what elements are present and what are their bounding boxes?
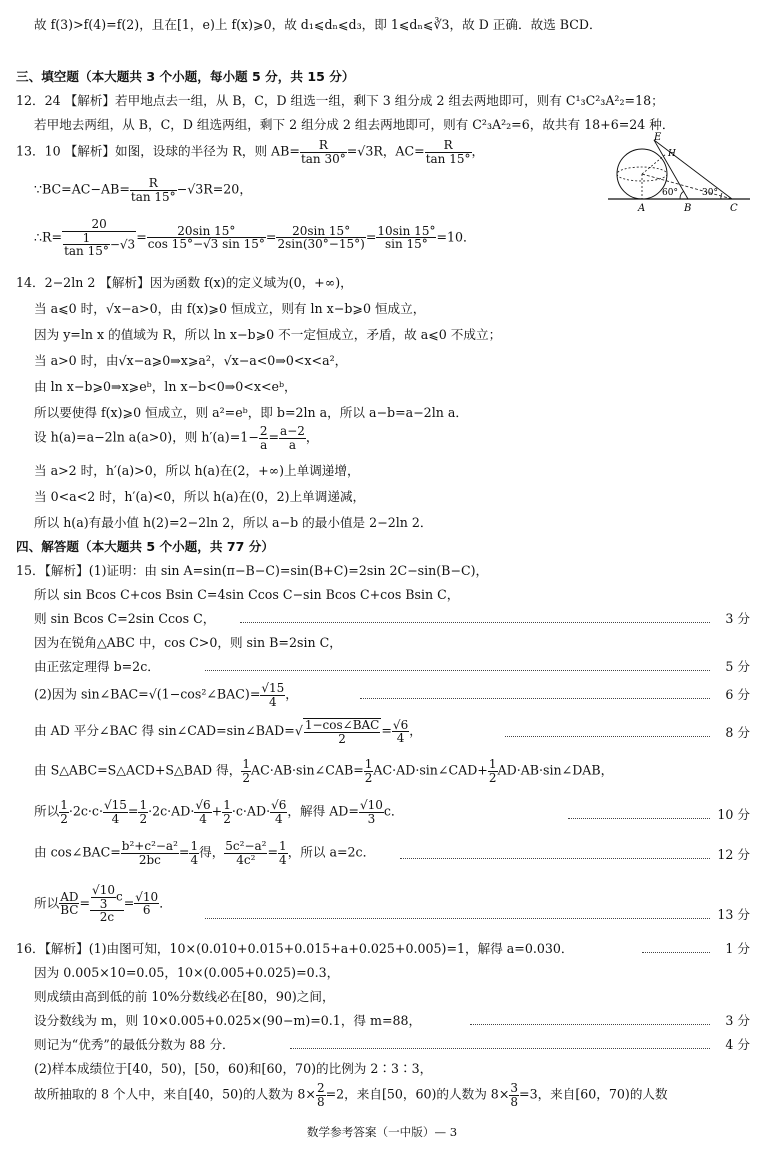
q12-line-1: 12．24 【解析】若甲地点去一组，从 B，C，D 组选一组，剩下 3 组分成 2 组去两地即可，则有 C¹₃C²₃A²₂=18；: [16, 93, 664, 108]
leader-dots: [568, 818, 710, 819]
q16-line-4: 设分数线为 m，则 10×0.005+0.025×(90−m)=0.1，得 m=88，: [34, 1013, 422, 1028]
q14-line-7: 设 h(a)=a−2ln a(a>0)，则 h′(a)=1− $\frac{2}{a}$ = $\frac{a-2}{a}$ ，: [34, 424, 319, 452]
q14-line-10: 所以 h(a)有最小值 h(2)=2−2ln 2，所以 a−b 的最小值是 2−2ln 2．: [34, 515, 433, 530]
q15-line-4: 因为在锐角△ABC 中，cos C>0，则 sin B=2sin C，: [34, 635, 342, 650]
q15-line-3: 则 sin Bcos C=2sin Ccos C，: [34, 611, 216, 626]
fig-label-A: A: [638, 203, 646, 214]
fraction-R-over-tan15: $\frac{R}{\tan 15^\circ}$: [425, 138, 471, 166]
score-8: 8 分: [725, 725, 750, 740]
fig-angle-60: 60°: [662, 188, 678, 198]
q14-line-9: 当 0<a<2 时，h′(a)<0，所以 h(a)在(0，2)上单调递减，: [34, 489, 366, 504]
fraction-20sin15-over-2sin: $\frac{20\sin 15^\circ}{2\sin(30^\circ-15^\circ)}$: [277, 223, 365, 252]
q14-line-1: 14．2−2ln 2 【解析】因为函数 f(x)的定义域为(0，+∞)，: [16, 275, 353, 290]
q14-line-5: 由 ln x−b⩾0⇒x⩾eᵇ，ln x−b<0⇒0<x<eᵇ，: [34, 379, 297, 394]
q16-line-1: 16．【解析】(1)由图可知，10×(0.010+0.015+0.015+a+0.025+0.005)=1，解得 a=0.030．: [16, 941, 574, 956]
q16-line-7: 故所抽取的 8 个人中，来自[40，50)的人数为 8× $\frac{2}{8}$ =2，来自[50，60)的人数为 8× $\frac{3}{8}$ =3，来自[60，70)的人数: [34, 1081, 668, 1109]
q15-line-6: (2)因为 sin∠BAC=√(1−cos²∠BAC)= $\frac{√15}{4}$ ，: [34, 681, 298, 709]
q14-line-6: 所以要使得 f(x)⩾0 恒成立，则 a²=eᵇ，即 b=2ln a，所以 a−b=a−2ln a．: [34, 405, 468, 420]
fig-label-C: C: [730, 203, 738, 214]
q14-line-3: 因为 y=ln x 的值域为 R，所以 ln x−b⩾0 不一定恒成立，矛盾，故 a⩽0 不成立；: [34, 327, 502, 342]
fraction-20sin15-over-cos: $\frac{20\sin 15^\circ}{\cos 15^\circ-√3 \sin 15^\circ}$: [147, 223, 265, 252]
section-4-title: 四、解答题（本大题共 5 个小题，共 77 分）: [16, 539, 274, 554]
score-4: 4 分: [725, 1037, 750, 1052]
q13-head: 13．10 【解析】如图，设球的半径为 R，则 AB=: [16, 143, 300, 159]
q15-line-5: 由正弦定理得 b=2c．: [34, 659, 160, 674]
fig-label-H: H: [668, 149, 676, 159]
score-6: 6 分: [725, 687, 750, 702]
q13-line-3: ∴R= 20 $\frac{1}{\tan 15^\circ}$ −√3 = $\frac{20\sin 15^\circ}{\cos 15^\circ-√3 \sin 15^\circ}$ = $\frac{20\sin 15^\circ}{2\sin(30^\circ-15^\circ)}$ = $\frac{10\sin 15^\circ}{\sin 15^\circ}$ =10．: [34, 217, 476, 259]
q15-line-7: 由 AD 平分∠BAC 得 sin∠CAD=sin∠BAD=√ 1−cos∠BAC 2 = $\frac{√6}{4}$ ，: [34, 717, 422, 746]
fraction-am2-over-a: $\frac{a-2}{a}$: [280, 424, 305, 452]
leader-dots: [642, 952, 710, 953]
score-13: 13 分: [717, 907, 750, 922]
leader-dots: [240, 622, 710, 623]
leader-dots: [205, 918, 710, 919]
q13-sphere-figure: [604, 132, 754, 218]
score-3: 3 分: [725, 611, 750, 626]
fraction-10sin15-over-sin15: $\frac{10\sin 15^\circ}{\sin 15^\circ}$: [377, 223, 436, 252]
leader-dots: [400, 858, 710, 859]
q14-line-4: 当 a>0 时，由√x−a⩾0⇒x⩾a²，√x−a<0⇒0<x<a²，: [34, 353, 348, 368]
q15-line-10: 由 cos∠BAC= $\frac{\text{b²+c²−a²}}{2bc}$ = $\frac{1}{4}$ 得， $\frac{\text{5c²−a²}}{\text{4c²}}$ = $\frac{1}{4}$ ，所以 a=2c．: [34, 839, 376, 867]
q15-line-8: 由 S△ABC=S△ACD+S△BAD 得， $\frac{1}{2}$ AC·AB·sin∠CAB= $\frac{1}{2}$ AC·AD·sin∠CAD+ $\frac{1}{2}$ AD·AB·sin∠DAB，: [34, 757, 614, 785]
score-1: 1 分: [725, 941, 750, 956]
leader-dots: [360, 698, 710, 699]
q14-line-2: 当 a⩽0 时，√x−a>0，由 f(x)⩾0 恒成立，则有 ln x−b⩾0 恒成立，: [34, 301, 426, 316]
fraction-20-over-complex: 20 $\frac{1}{\tan 15^\circ}$ −√3: [64, 217, 136, 259]
q15-line-2: 所以 sin Bcos C+cos Bsin C=4sin Ccos C−sin Bcos C+cos Bsin C，: [34, 587, 460, 602]
q14-line-8: 当 a>2 时，h′(a)>0，所以 h(a)在(2，+∞)上单调递增，: [34, 463, 360, 478]
leader-dots: [470, 1024, 710, 1025]
leader-dots: [290, 1048, 710, 1049]
score-10: 10 分: [717, 807, 750, 822]
fraction-R-over-tan30: $\frac{R}{\tan 30^\circ}$: [300, 138, 346, 166]
page-footer: 数学参考答案（一中版）— 3: [306, 1125, 458, 1139]
leader-dots: [205, 670, 710, 671]
q15-line-1: 15．【解析】(1)证明：由 sin A=sin(π−B−C)=sin(B+C)=2sin 2C−sin(B−C)，: [16, 563, 489, 578]
leader-dots: [505, 736, 710, 737]
fraction-R-over-tan15-2: $\frac{R}{\tan 15^\circ}$: [130, 176, 176, 204]
score-3: 3 分: [725, 1013, 750, 1028]
q15-line-11: 所以 $\frac{AD}{BC}$ = $\frac{√10}{3}$ c 2c = $\frac{√10}{6}$ ．: [34, 883, 172, 925]
q16-line-3: 则成绩由高到低的前 10%分数线必在[80，90)之间，: [34, 989, 335, 1004]
score-5: 5 分: [725, 659, 750, 674]
previous-answer-conclusion: 故 f(3)>f(4)=f(2)，且在[1，e)上 f(x)⩾0，故 d₁⩽dₙ⩽d₃，即 1⩽dₙ⩽∛3，故 D 正确．故选 BCD．: [34, 17, 602, 32]
fraction-sqrt6-over-4: $\frac{√6}{4}$: [392, 717, 409, 746]
fraction-sqrt15-over-4: $\frac{√15}{4}$: [261, 681, 285, 709]
fig-label-B: B: [684, 203, 692, 214]
q12-line-2: 若甲地去两组，从 B，C，D 组选两组，剩下 2 组分成 2 组去两地即可，则有 C²₃A²₂=6，故共有 18+6=24 种．: [34, 117, 675, 132]
fig-angle-30: 30°: [702, 188, 718, 198]
q16-line-2: 因为 0.005×10=0.05，10×(0.005+0.025)=0.3，: [34, 965, 340, 980]
q13-line-2: ∵BC=AC−AB= $\frac{R}{\tan 15^\circ}$ −√3R=20，: [34, 176, 252, 204]
q16-line-6: (2)样本成绩位于[40，50)，[50，60)和[60，70)的比例为 2∶3∶3，: [34, 1061, 433, 1076]
q13-line-1: 13．10 【解析】如图，设球的半径为 R，则 AB= $\frac{R}{\tan 30^\circ}$ =√3R，AC= $\frac{R}{\tan 15^\circ}$ ，: [16, 138, 485, 166]
fraction-2-over-a: $\frac{2}{a}$: [259, 424, 268, 452]
fraction-sqrt-half-cos: 1−cos∠BAC 2: [304, 718, 380, 746]
score-12: 12 分: [717, 847, 750, 862]
q15-line-9: 所以 $\frac{1}{2}$ ·2c·c· $\frac{√15}{4}$ = $\frac{1}{2}$ ·2c·AD· $\frac{√6}{4}$ + $\frac{1}{2}$ ·c·AD· $\frac{√6}{4}$ ，解得 AD= $\frac{√10}{3}$ c．: [34, 798, 404, 826]
section-3-title: 三、填空题（本大题共 3 个小题，每小题 5 分，共 15 分）: [16, 69, 355, 84]
q16-line-5: 则记为“优秀”的最低分数为 88 分．: [34, 1037, 235, 1052]
fig-label-E: E: [654, 132, 662, 143]
